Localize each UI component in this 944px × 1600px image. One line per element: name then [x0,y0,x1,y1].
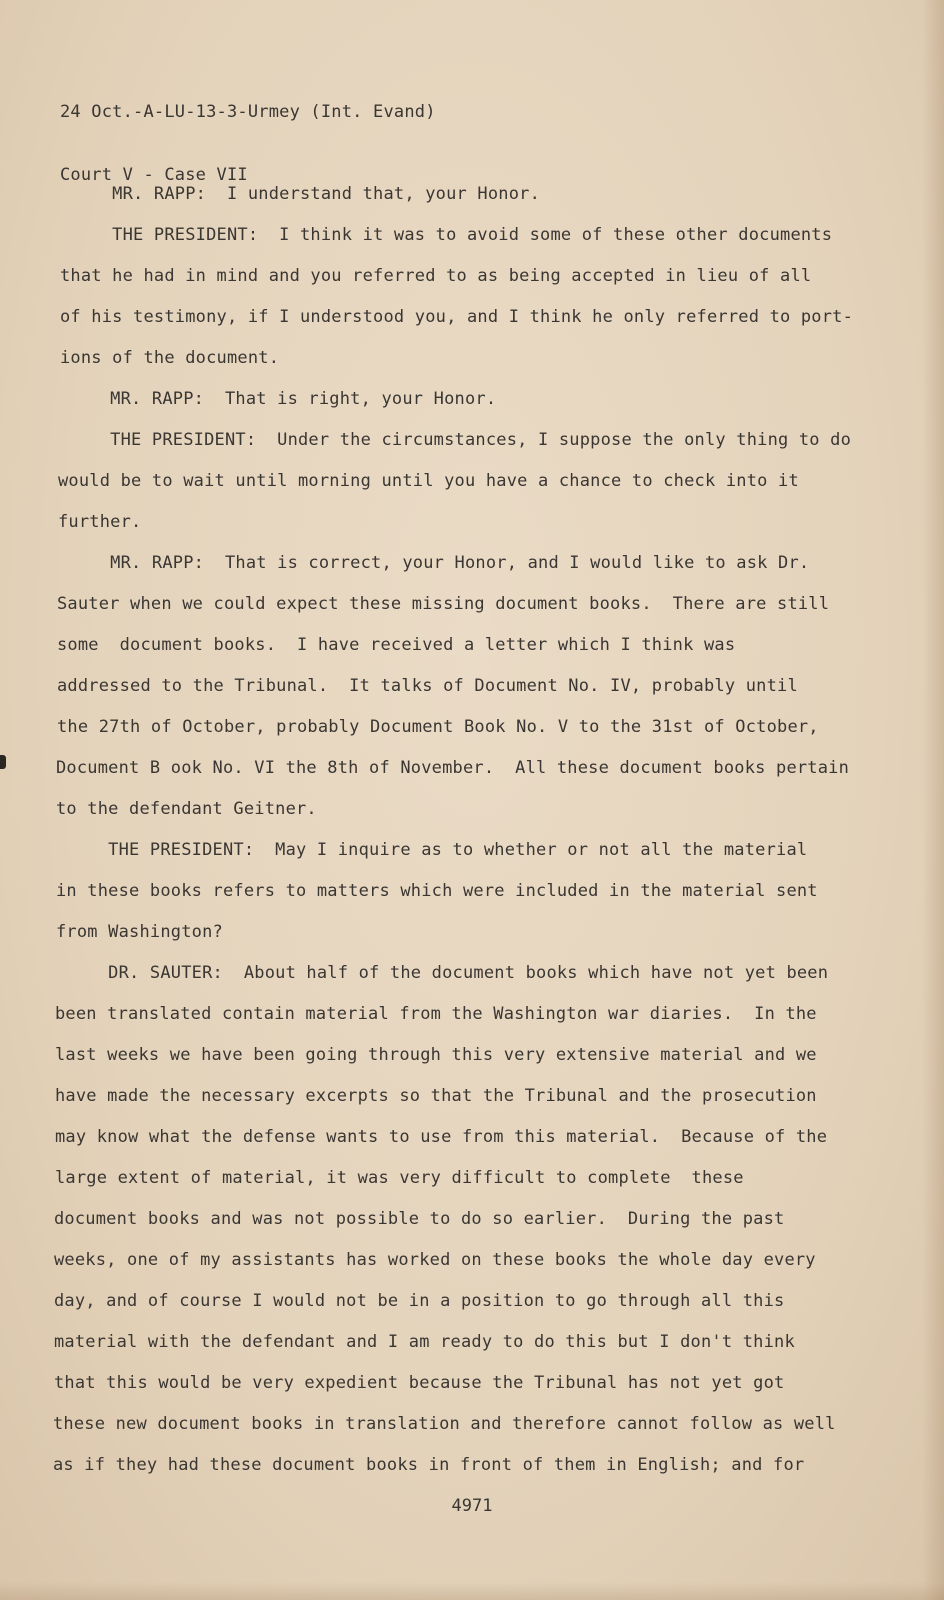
transcript-line: that this would be very expedient because the Tribunal has not yet got [54,1373,785,1393]
transcript-line: may know what the defense wants to use from this material. Because of the [55,1127,828,1147]
transcript-line: MR. RAPP: I understand that, your Honor. [60,184,541,204]
transcript-line: of his testimony, if I understood you, and I think he only referred to port- [60,307,854,327]
transcript-line: Document B ook No. VI the 8th of November. All these document books pertain [56,758,850,778]
transcript-line: day, and of course I would not be in a position to go through all this [54,1291,785,1311]
transcript-line: weeks, one of my assistants has worked on these books the whole day every [54,1250,816,1270]
page-edge-shadow-bottom [0,1582,944,1600]
transcript-line: MR. RAPP: That is correct, your Honor, and I would like to ask Dr. [58,553,810,573]
transcript-line: document books and was not possible to do so earlier. During the past [54,1209,785,1229]
transcript-line: the 27th of October, probably Document Book No. V to the 31st of October, [57,717,819,737]
transcript-line: these new document books in translation and therefore cannot follow as well [53,1414,836,1434]
transcript-line: DR. SAUTER: About half of the document books which have not yet been [56,963,829,983]
transcript-line: some document books. I have received a letter which I think was [57,635,736,655]
transcript-line: THE PRESIDENT: Under the circumstances, I suppose the only thing to do [58,430,852,450]
transcript-line: material with the defendant and I am ready to do this but I don't think [54,1332,795,1352]
transcript-line: THE PRESIDENT: May I inquire as to whether or not all the material [56,840,808,860]
transcript-line: that he had in mind and you referred to as being accepted in lieu of all [60,266,812,286]
transcript-line: been translated contain material from the Washington war diaries. In the [55,1004,817,1024]
transcript-line: have made the necessary excerpts so that the Tribunal and the prosecution [55,1086,817,1106]
transcript-line: THE PRESIDENT: I think it was to avoid some of these other documents [60,225,833,245]
transcript-line: large extent of material, it was very difficult to complete these [55,1168,744,1188]
transcript-line: further. [58,512,142,532]
transcript-line: in these books refers to matters which were included in the material sent [56,881,818,901]
transcript-line: MR. RAPP: That is right, your Honor. [58,389,497,409]
transcript-line: as if they had these document books in front of them in English; and for [53,1455,805,1475]
header-line-case-reference: 24 Oct.-A-LU-13-3-Urmey (Int. Evand) [60,102,436,122]
transcript-line: from Washington? [56,922,223,942]
transcript-line: last weeks we have been going through this very extensive material and we [55,1045,817,1065]
header-line-court: Court V - Case VII [60,165,248,185]
page-number: 4971 [451,1496,493,1516]
transcript-line: ions of the document. [60,348,280,368]
transcript-line: Sauter when we could expect these missing document books. There are still [57,594,830,614]
transcript-line: to the defendant Geitner. [56,799,317,819]
transcript-line: would be to wait until morning until you have a chance to check into it [58,471,799,491]
binder-hole-mark [0,755,6,769]
page-edge-shadow-right [922,0,944,1600]
transcript-line: addressed to the Tribunal. It talks of Document No. IV, probably until [57,676,798,696]
